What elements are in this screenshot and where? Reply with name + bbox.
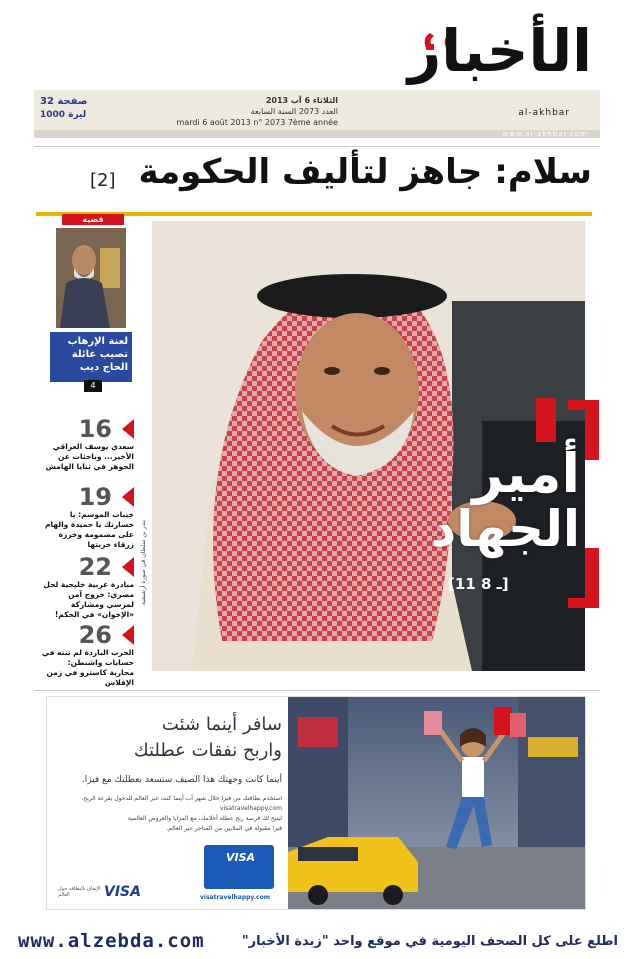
issue-arabic: العدد 2073 السنة السابعة	[250, 107, 338, 116]
case-page-number: 4	[84, 380, 102, 392]
page-count: 32 صفحة	[40, 96, 88, 107]
teaser-page-number: 16	[42, 416, 134, 442]
teaser-text: مبادرة غربية خليجية لحل مصري: خروج آمن لمرسي ومشاركة «الإخوان» في الحكم!	[43, 580, 134, 619]
ad-subtitle: أينما كانت وجهتك هذا الصيف ستسعد بعطلتك مع فيزا.	[81, 775, 282, 785]
date-arabic: الثلاثاء 6 آب 2013	[265, 96, 338, 105]
teaser-text: خيبات الموسم: يا خسارتك يا حميدة والهام على مضمومة وخرزة زرقاء خربتها	[44, 510, 134, 549]
visa-logo: VISA	[104, 884, 141, 900]
ad-image[interactable]	[288, 697, 585, 909]
ad-body-url[interactable]: visatravelhappy.com	[220, 805, 282, 812]
teaser-item[interactable]	[42, 554, 134, 620]
case-photo[interactable]	[56, 228, 126, 328]
divider	[34, 146, 600, 147]
ad-title-line1: سافر أينما شئت	[161, 714, 282, 735]
teaser-page-number: 26	[42, 622, 134, 648]
newspaper-logo-latin: al-akhbar	[518, 108, 570, 118]
city-jump-illustration	[288, 697, 585, 909]
teaser-text: الحرب الباردة لم تنته في حسابات واشنطن: محاربة كاسترو في زمن الإفلاس	[42, 648, 134, 687]
teaser-item[interactable]	[42, 416, 134, 472]
red-bracket-bottom-arm	[568, 598, 599, 608]
visa-logo-caption: الإنفاق بالبطاقة حول العالم	[58, 886, 101, 898]
ad-body-text: استخدم بطاقتك من فيزا خلال شهر آب أينما كنت عبر العالم للدخول بقرعة الربح،	[81, 795, 282, 802]
teaser-item[interactable]	[42, 484, 134, 550]
teaser-page-number: 22	[42, 554, 134, 580]
footer-website-link[interactable]: www.alzebda.com	[18, 930, 205, 952]
teaser-text: سعدي يوسف العراقي الأخير... وباحثات عن الجوهر في ثنايا الهامش	[45, 442, 134, 471]
red-bracket-top-arm	[568, 400, 599, 410]
red-bracket-inner	[536, 398, 556, 442]
feature-page-ref: [11 ـ 8]	[448, 575, 509, 593]
date-french: mardi 6 août 2013 n° 2073 7ème année	[176, 118, 338, 127]
photo-credit: بندر بن سلطان في صورة أرشيفية	[140, 520, 147, 606]
case-caption[interactable]: لعنة الإرهاب تصيب عائلة الحاج ديب	[50, 332, 132, 382]
teaser-item[interactable]	[42, 622, 134, 688]
ad-body-text: ليتيح لك فرصة ربح عطلة أحلامك، مع المزايا والعروض العالمية	[127, 815, 282, 822]
divider	[34, 690, 600, 691]
visa-card-brand: VISA	[226, 851, 256, 864]
ad-card-url[interactable]: visatravelhappy.com	[200, 894, 270, 901]
website-link[interactable]: www.al-akhbar.com	[502, 130, 588, 138]
feature-title-line2[interactable]: الجهاد	[430, 500, 580, 558]
headline-page-ref: [2]	[90, 170, 116, 191]
main-headline[interactable]: سلام: جاهز لتأليف الحكومة	[138, 152, 592, 192]
newspaper-logo[interactable]: الأخبار	[407, 17, 592, 85]
ad-body-text: فيزا مقبولة في الملايين من المتاجر عبر العالم.	[166, 825, 282, 832]
footer-tagline: اطلع على كل الصحف اليومية في موقع واحد "زبدة الأخبار"	[241, 934, 618, 949]
feature-title-line1[interactable]: أمير	[472, 442, 580, 505]
man-portrait-illustration	[56, 228, 126, 328]
ad-title-line2: واربح نفقات عطلتك	[133, 740, 282, 761]
teaser-page-number: 19	[42, 484, 134, 510]
case-label: قضية	[62, 214, 124, 225]
price: 1000 ليرة	[40, 110, 87, 120]
